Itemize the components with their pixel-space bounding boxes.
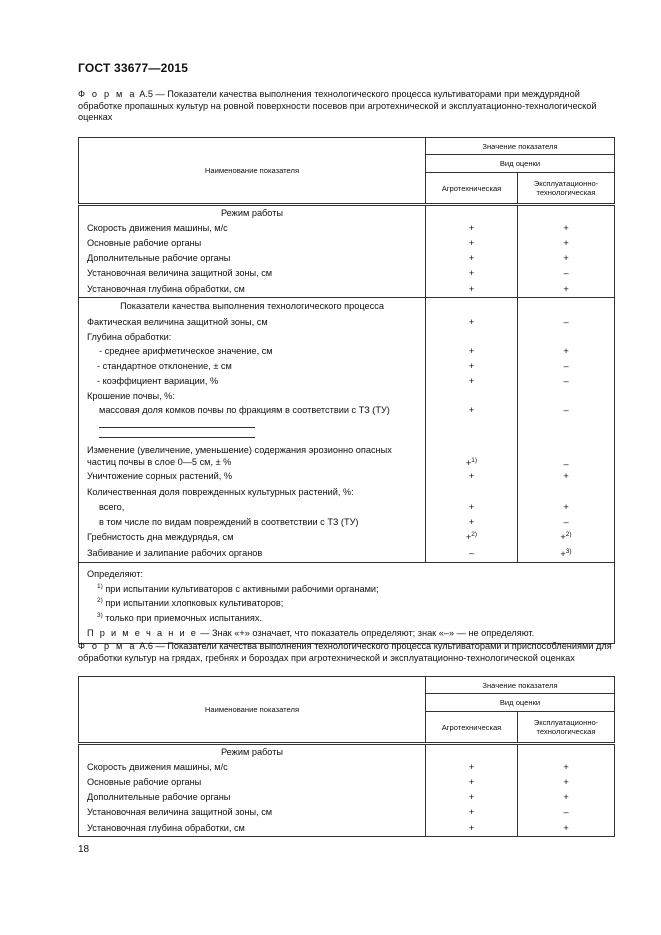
header-operational-line1: Эксплуатационно- bbox=[533, 179, 599, 188]
table-row: Дополнительные рабочие органы + + bbox=[79, 251, 615, 266]
table-row: Скорость движения машины, м/с + + bbox=[79, 221, 615, 236]
table-row: - коэффициент вариации, % + – bbox=[79, 374, 615, 389]
table-row: всего, + + bbox=[79, 500, 615, 515]
table-row: Забивание и залипание рабочих органов – +$^{3)}$ bbox=[79, 545, 615, 563]
header-indicator-value: Значение показателя bbox=[426, 138, 615, 155]
header-operational bbox=[518, 173, 615, 205]
note-3: $^{3)}$ только при приемочных испытаниях. bbox=[97, 611, 263, 623]
form-a5-caption-word: Ф о р м а bbox=[78, 89, 137, 99]
form-a5-caption bbox=[78, 89, 614, 124]
header-evaluation-type: Вид оценки bbox=[426, 155, 615, 173]
form-a6-table bbox=[78, 676, 615, 837]
header-indicator-value: Значение показателя bbox=[426, 677, 615, 694]
table-row: Гребнистость дна междурядья, см +$^{2)}$ +$^{2)}$ bbox=[79, 530, 615, 545]
notes-title: Определяют: bbox=[87, 569, 144, 579]
table-row: - среднее арифметическое значение, см + + bbox=[79, 344, 615, 359]
form-a6-caption-word: Ф о р м а bbox=[78, 641, 137, 651]
header-operational: Эксплуатационно- технологическая bbox=[518, 712, 615, 744]
section-title: Режим работы bbox=[79, 744, 426, 760]
table-row: Уничтожение сорных растений, % + + bbox=[79, 469, 615, 484]
note-remark: П р и м е ч а н и е — Знак «+» означает, что показатель определяют; знак «–» — не определяют. bbox=[87, 628, 535, 639]
note-1: $^{1)}$ при испытании культиваторов с активными рабочими органами; bbox=[97, 582, 379, 594]
table-row: Установочная глубина обработки, см + + bbox=[79, 820, 615, 837]
table-row: Фактическая величина защитной зоны, см + – bbox=[79, 315, 615, 330]
table-row: Количественная доля поврежденных культурных растений, %: bbox=[79, 484, 615, 500]
form-a5-table bbox=[78, 137, 615, 644]
table-notes bbox=[79, 563, 615, 644]
table-row: Основные рабочие органы + + bbox=[79, 236, 615, 251]
form-a6-caption-text: А.6 — Показатели качества выполнения технологического процесса культиваторами и приспособлениями для обработки культур на грядах, гребнях и бороздах при агротехнической и эксплуатационно-технологической оценках bbox=[78, 641, 612, 663]
table-row: Установочная величина защитной зоны, см + – bbox=[79, 266, 615, 281]
table-row: Установочная глубина обработки, см + + bbox=[79, 281, 615, 298]
table-row: в том числе по видам повреждений в соответствии с ТЗ (ТУ) + – bbox=[79, 515, 615, 530]
table-row: Установочная величина защитной зоны, см + – bbox=[79, 805, 615, 820]
table-row: Глубина обработки: bbox=[79, 330, 615, 344]
section-title: Показатели качества выполнения технологического процесса bbox=[79, 298, 426, 315]
table-row: Скорость движения машины, м/с + + bbox=[79, 760, 615, 775]
note-2: $^{2)}$ при испытании хлопковых культиваторов; bbox=[97, 597, 284, 609]
table-row: Крошение почвы, %: bbox=[79, 389, 615, 403]
table-row: Основные рабочие органы + + bbox=[79, 775, 615, 790]
table-row: Изменение (увеличение, уменьшение) содержания эрозионно опасных частиц почвы в слое 0—5 см, ± % +$^{1)}$ – bbox=[79, 443, 615, 469]
table-row: - стандартное отклонение, ± см + – bbox=[79, 359, 615, 374]
header-indicator-name: Наименование показателя bbox=[79, 677, 426, 744]
form-a6-caption bbox=[78, 641, 614, 664]
section-title: Режим работы bbox=[79, 205, 426, 221]
header-evaluation-type: Вид оценки bbox=[426, 694, 615, 712]
header-agrotechnical: Агротехническая bbox=[426, 712, 518, 744]
header-operational-line2: технологическая bbox=[536, 188, 596, 197]
page-number: 18 bbox=[78, 844, 90, 855]
header-agrotechnical: Агротехническая bbox=[426, 173, 518, 205]
table-row: Дополнительные рабочие органы + + bbox=[79, 790, 615, 805]
table-row: массовая доля комков почвы по фракциям в соответствии с ТЗ (ТУ) + – bbox=[79, 403, 615, 418]
blank-fill-lines bbox=[79, 418, 426, 443]
document-header: ГОСТ 33677—2015 bbox=[78, 61, 189, 75]
form-a5-caption-text: А.5 — Показатели качества выполнения технологического процесса культиваторами при междурядной обработке пропашных культур на ровной поверхности посевов при агротехнической и эксплуатационно-технологической оценках bbox=[78, 89, 597, 122]
header-indicator-name: Наименование показателя bbox=[79, 138, 426, 205]
